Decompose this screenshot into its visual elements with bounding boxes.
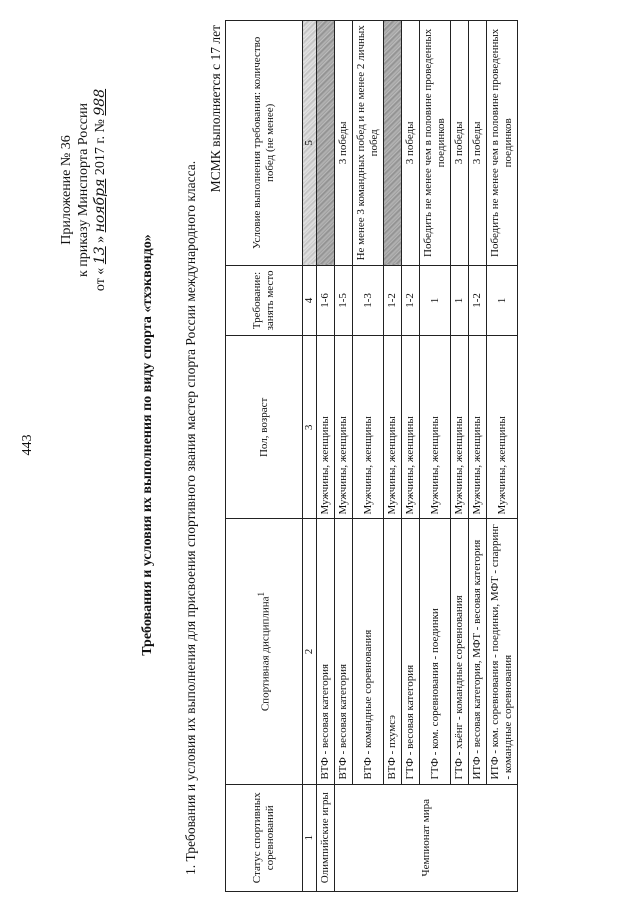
discipline-cell: ГТФ - весовая категория: [402, 519, 420, 784]
discipline-cell: ГТФ - хъёнг - командные соревнования: [451, 519, 469, 784]
header-sex-age: Пол, возраст: [226, 336, 303, 519]
col-number: 4: [303, 265, 317, 336]
condition-cell: Победить не менее чем в половине проведенных поединков: [487, 21, 518, 266]
sex-cell: Мужчины, женщины: [451, 336, 469, 519]
status-cell: Олимпийские игры: [317, 784, 335, 891]
table-row: [384, 21, 402, 892]
sex-cell: Мужчины, женщины: [402, 336, 420, 519]
order-prefix: от «: [93, 267, 108, 292]
sex-cell: Мужчины, женщины: [335, 336, 353, 519]
msmk-age-note: МСМК выполняется с 17 лет: [208, 25, 223, 193]
order-year: 2017 г. №: [93, 119, 108, 176]
discipline-cell: ВТФ - командные соревнования: [353, 519, 384, 784]
document-title: Требования и условия их выполнения по виду спорта «тхэквондо»: [140, 234, 155, 656]
place-cell: 1-3: [353, 265, 384, 336]
discipline-cell: ИТФ - ком. соревнования - поединки, МФТ - спарринг - командные соревнования: [487, 519, 518, 784]
discipline-cell: ВТФ - весовая категория: [317, 519, 335, 784]
condition-cell: Не менее 3 командных побед и не менее 2 личных побед: [353, 21, 384, 266]
place-cell: 1: [487, 265, 518, 336]
sex-cell: Мужчины, женщины: [353, 336, 384, 519]
place-cell: 1-2: [469, 265, 487, 336]
sex-cell: Мужчины, женщины: [469, 336, 487, 519]
appendix-header: [58, 20, 109, 360]
discipline-cell: ВТФ - весовая категория: [335, 519, 353, 784]
discipline-cell: ВТФ - пхумсэ: [384, 519, 402, 784]
annex-label: Приложение № 36: [59, 135, 74, 245]
table-row: [469, 21, 487, 892]
place-cell: 1: [451, 265, 469, 336]
column-number-row: [303, 21, 317, 892]
table-row: [451, 21, 469, 892]
table-row: [317, 21, 335, 892]
sex-cell: Мужчины, женщины: [420, 336, 451, 519]
header-discipline-footnote: 1: [256, 591, 267, 597]
discipline-cell: ГТФ - ком. соревнования - поединки: [420, 519, 451, 784]
sex-cell: Мужчины, женщины: [384, 336, 402, 519]
page-number: 443: [20, 434, 35, 456]
condition-cell: [317, 21, 335, 266]
table-row: [487, 21, 518, 892]
place-cell: 1: [420, 265, 451, 336]
condition-cell: 3 победы: [402, 21, 420, 266]
order-month: ноября: [92, 178, 108, 233]
section-caption: 1. Требования и условия их выполнения для присвоения спортивного звания мастер спорта России международного класса.: [183, 160, 198, 875]
order-date-line: [92, 20, 109, 360]
col-number: 2: [303, 519, 317, 784]
table-row: [420, 21, 451, 892]
table-row: [402, 21, 420, 892]
requirements-table: [225, 20, 518, 892]
condition-cell: 3 победы: [469, 21, 487, 266]
condition-cell: Победить не менее чем в половине проведенных поединков: [420, 21, 451, 266]
col-number: 3: [303, 336, 317, 519]
place-cell: 1-6: [317, 265, 335, 336]
order-reference: к приказу Минспорта России: [76, 103, 91, 277]
condition-cell: 3 победы: [335, 21, 353, 266]
discipline-cell: ИТФ - весовая категория, МФТ - весовая категория: [469, 519, 487, 784]
header-discipline-label: Спортивная дисциплина: [259, 596, 272, 712]
place-cell: 1-2: [402, 265, 420, 336]
col-number: 5: [303, 21, 317, 266]
sex-cell: Мужчины, женщины: [487, 336, 518, 519]
condition-cell: 3 победы: [451, 21, 469, 266]
header-discipline: [226, 519, 303, 784]
table-row: [353, 21, 384, 892]
col-number: 1: [303, 784, 317, 891]
header-place: Требование: занять место: [226, 265, 303, 336]
place-cell: 1-2: [384, 265, 402, 336]
order-day: 13: [92, 246, 108, 265]
table-header-row: [226, 21, 303, 892]
order-mid: »: [93, 235, 108, 243]
sex-cell: Мужчины, женщины: [317, 336, 335, 519]
place-cell: 1-5: [335, 265, 353, 336]
header-status: Статус спортивных соревнований: [226, 784, 303, 891]
condition-cell: [384, 21, 402, 266]
order-number: 988: [92, 88, 108, 116]
table-row: [335, 21, 353, 892]
header-condition: Условие выполнения требования: количество побед (не менее): [226, 21, 303, 266]
status-cell: Чемпионат мира: [335, 784, 518, 891]
